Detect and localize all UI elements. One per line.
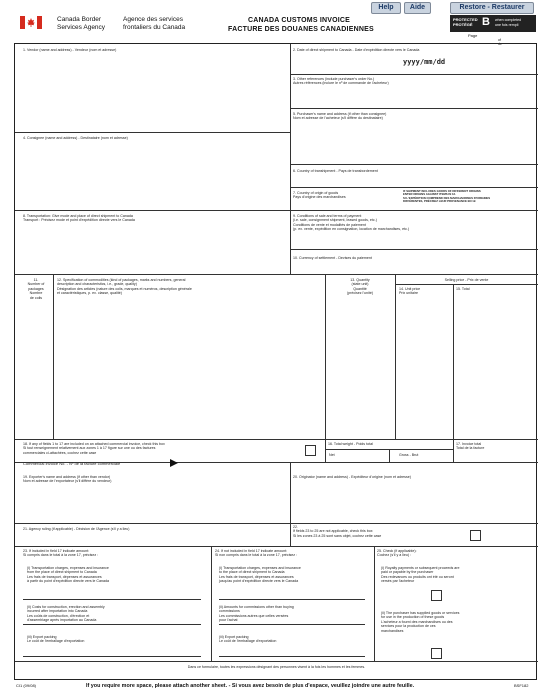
field-24-label: 24. If not included in field 17 indicate amount: Si non compris dans le total à la zone 17, précisez : bbox=[215, 549, 298, 558]
help-button[interactable]: Help bbox=[371, 2, 401, 14]
protected-note1: when completed bbox=[495, 18, 522, 22]
field-25-ii-checkbox[interactable] bbox=[431, 648, 442, 659]
field-23-label: 23. If included in field 17 indicate amount: Si compris dans le total à la zone 17, précisez : bbox=[23, 549, 99, 558]
field-14-label: 14. Unit price Prix unitaire bbox=[399, 287, 421, 296]
customs-invoice-form bbox=[14, 43, 537, 680]
field-22-checkbox[interactable] bbox=[470, 530, 481, 541]
restore-button[interactable]: Restore - Restaurer bbox=[450, 2, 534, 14]
field-11-label: 11. Number of packages Nombre de colis bbox=[27, 278, 45, 300]
field-8-label: 8. Transportation: Give mode and place of direct shipment to Canada Transport : Précisez mode et point d'expédition directe vers le Canada bbox=[23, 214, 135, 223]
protected-label bbox=[453, 17, 478, 27]
field-21-label: 21. Agency ruling (if applicable) - Décision de l'Agence (s'il y a lieu) bbox=[23, 527, 130, 531]
field-4-label: 4. Consignee (name and address) - Destinataire (nom et adresse) bbox=[23, 136, 128, 140]
field-10-label: 10. Currency of settlement - Devises du paiement bbox=[293, 256, 372, 260]
agency-en-line2: Services Agency bbox=[57, 24, 106, 31]
field-18-label: 18. If any of fields 1 to 17 are included on an attached commercial invoice, check this box Si tout renseignement relativement aux zones 1 à 17 figure sur une ou des factures commerciales ci-attachées, cochez cette case bbox=[23, 442, 165, 455]
protected-note bbox=[495, 18, 521, 28]
field-23-i: (i) Transportation charges, expenses and insurance from the place of direct shipment to Canada Les frais de transport, dépenses et assurances à partir du point d'expédition directe vers le Canada bbox=[27, 566, 109, 584]
field-16-label: 16. Total weight - Poids total bbox=[328, 442, 373, 446]
page-de: de bbox=[498, 42, 502, 46]
field-13-label: 13. Quantity (state unit) Quantité (précisez l'unité) bbox=[346, 278, 374, 296]
protected-line2: PROTÉGÉ bbox=[453, 22, 473, 27]
selling-price-label: Selling price - Prix de vente bbox=[444, 278, 489, 282]
gender-note: Dans ce formulaire, toutes les expressions désignant des personnes visent à la fois les hommes et les femmes. bbox=[187, 665, 366, 669]
protected-letter: B bbox=[482, 16, 490, 28]
agency-name-fr bbox=[123, 16, 185, 32]
agency-en-line1: Canada Border bbox=[57, 16, 102, 23]
field-3-label: 3. Other references (include purchaser's order No.) Autres références (inclure le nº de commande de l'acheteur) bbox=[293, 77, 389, 86]
agency-fr-line1: Agence des services bbox=[123, 16, 183, 23]
field-5-label: 5. Purchaser's name and address (if other than consignee) Nom et adresse de l'acheteur (s'il diffère du destinataire) bbox=[293, 112, 387, 121]
footer-instruction: If you require more space, please attach another sheet. - Si vous avez besoin de plus d'espace, veuillez joindre une autre feuille. bbox=[86, 683, 415, 689]
field-23-ii: (ii) Costs for construction, erection and assembly incurred after importation into Canada Les coûts de construction, d'érection et d'assemblage après importation au Canada bbox=[27, 605, 105, 623]
field-6-label: 6. Country of transhipment - Pays de transbordement bbox=[293, 169, 378, 173]
protected-note2: une fois rempli bbox=[495, 23, 519, 27]
field-2-label: 2. Date of direct shipment to Canada - Date d'expédition directe vers le Canada bbox=[293, 48, 420, 52]
field-24-i: (i) Transportation charges, expenses and insurance to the place of direct shipment to Canada Les frais de transport, dépenses et assurances jusqu'au point d'expédition directe vers le Canada bbox=[219, 566, 301, 584]
field-12-label: 12. Specification of commodities (kind of packages, marks and numbers, general description and characteristics, i.e., grade, quality) Désignation des articles (nature des colis, marques et numéros, description générale et caractéristiques, p. ex. classe, qualité) bbox=[57, 278, 192, 296]
field-17-label: 17. Invoice total Total de la facture bbox=[456, 442, 485, 451]
field-16-net: Net bbox=[329, 453, 335, 457]
title-en: CANADA CUSTOMS INVOICE bbox=[248, 17, 351, 24]
aide-button[interactable]: Aide bbox=[404, 2, 431, 14]
field-9-label: 9. Conditions of sale and terms of payment (i.e. sale, consignment shipment, leased goods, etc.) Conditions de vente et modalités de paiement (p. ex. vente, expédition en consignation, location de marchandises, etc.) bbox=[293, 214, 410, 232]
field-2-date-input[interactable]: yyyy/mm/dd bbox=[403, 58, 446, 66]
title-fr: FACTURE DES DOUANES CANADIENNES bbox=[228, 26, 374, 33]
field-25-i: (i) Royalty payments or subsequent proceeds are paid or payable by the purchaser Des redevances ou produits ont été ou seront versés par l'acheteur bbox=[381, 566, 460, 584]
form-code: CI1 (09/08) bbox=[16, 683, 37, 688]
field-25-ii: (ii) The purchaser has supplied goods or services for use in the production of these goods L'acheteur a fourni des marchandises ou des services pour la production de ces marchandises bbox=[381, 611, 460, 633]
field-19-label: 19. Exporter's name and address (if other than vendor) Nom et adresse de l'exportateur (s'il diffère du vendeur) bbox=[23, 475, 112, 484]
field-18-invoice-no: Commercial Invoice No. - Nº de la facture commerciale bbox=[23, 461, 121, 466]
field-25-label: 25. Check (if applicable): Cochez (s'il y a lieu) : bbox=[377, 549, 417, 558]
field-7-label: 7. Country of origin of goods Pays d'origine des marchandises bbox=[293, 191, 346, 200]
agency-fr-line2: frontaliers du Canada bbox=[123, 24, 186, 31]
agency-name-en bbox=[57, 16, 105, 32]
field-22-label: 22. If fields 23 to 25 are not applicable, check this box Si les zones 23 à 25 sont sans objet, cochez cette case bbox=[293, 525, 382, 538]
arrow-right-icon bbox=[170, 459, 178, 467]
field-18-checkbox[interactable] bbox=[305, 445, 316, 456]
page-label: Page bbox=[468, 33, 478, 38]
field-24-ii: (ii) Amounts for commissions other than buying commissions Les commissions autres que celles versées pour l'achat bbox=[219, 605, 294, 623]
form-code-right: BSF182 bbox=[514, 683, 529, 688]
field-1-label: 1. Vendor (name and address) - Vendeur (nom et adresse) bbox=[23, 48, 117, 52]
field-7-note: IF SHIPMENT INCLUDES GOODS OF DIFFERENT ORIGINS ENTER ORIGINS AGAINST ITEMS IN 12. SI L'EXPÉDITION COMPREND DES MARCHANDISES D'ORIGINES DIFFÉRENTES, PRÉCISEZ LEUR PROVENANCE EN 12. bbox=[403, 189, 491, 204]
field-16-gross: Gross - Brut bbox=[399, 453, 419, 457]
page-of: of bbox=[498, 38, 501, 42]
canada-flag-icon bbox=[20, 16, 42, 29]
field-25-i-checkbox[interactable] bbox=[431, 590, 442, 601]
field-15-label: 15. Total bbox=[456, 287, 470, 291]
field-23-iii: (iii) Export packing Le coût de l'emballage d'exportation bbox=[27, 635, 85, 644]
protected-line1: PROTECTED bbox=[453, 17, 478, 22]
field-24-iii: (iii) Export packing Le coût de l'emballage d'exportation bbox=[219, 635, 277, 644]
field-20-label: 20. Originator (name and address) - Expéditeur d'origine (nom et adresse) bbox=[293, 475, 411, 479]
protected-badge bbox=[450, 15, 536, 32]
